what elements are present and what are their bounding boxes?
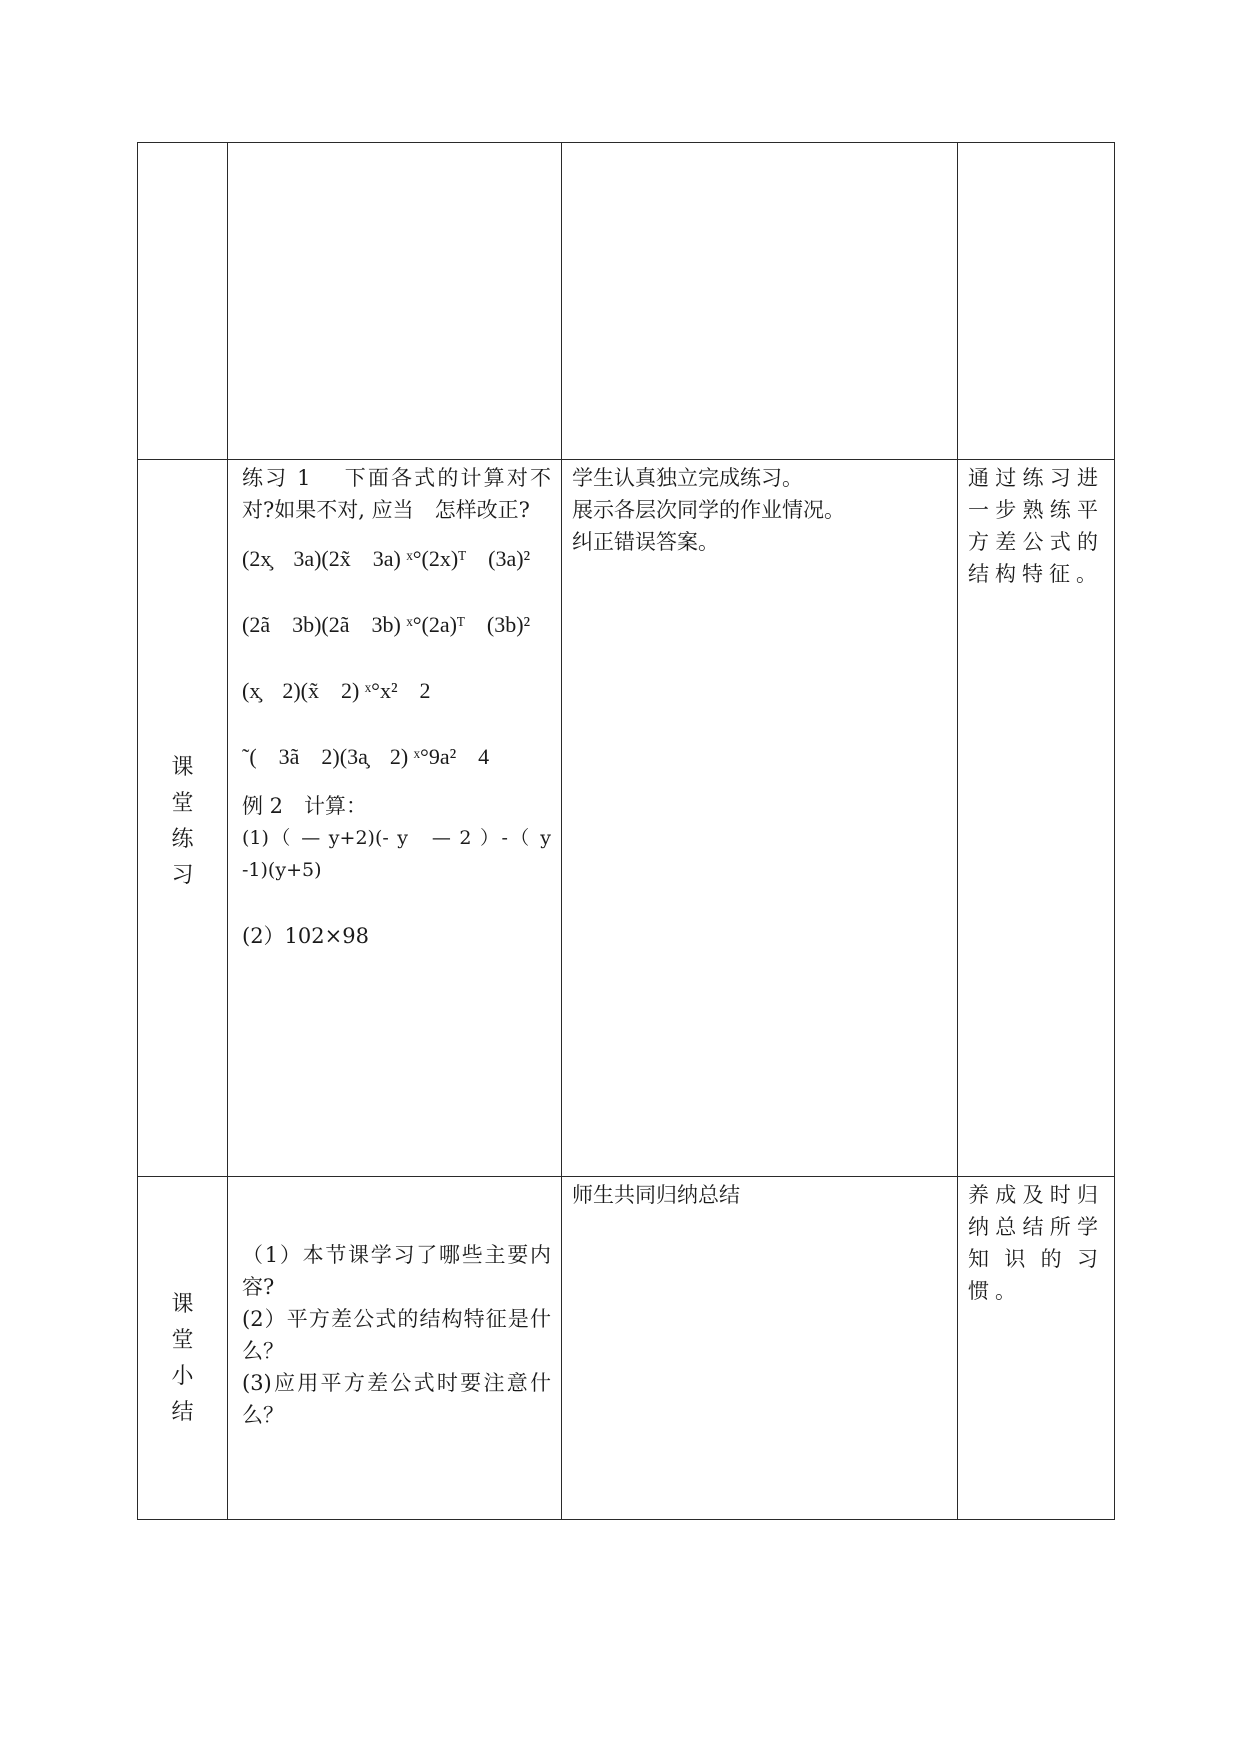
cell-summary-intent	[958, 1177, 1115, 1520]
summary-question-1: （1）本节课学习了哪些主要内容?	[242, 1243, 551, 1299]
exercise-1-title: 练习 1 下面各式的计算对不对?如果不对, 应当 怎样改正?	[242, 466, 551, 522]
example-2-item-1: (1)（ — y+2)(- y — 2 ）-（ y -1)(y+5)	[242, 827, 551, 881]
intent-practice: 通过练习进一步熟练平方差公式的结构特征。	[968, 466, 1104, 586]
activity-line-2: 展示各层次同学的作业情况。	[572, 498, 845, 522]
summary-question-2: (2）平方差公式的结构特征是什么？	[242, 1307, 551, 1363]
section-label-practice: 课 堂 练 习	[171, 755, 194, 888]
formula-2: (2ã 3b)(2ã 3b) ˣ°(2a)ᵀ (3b)²	[242, 612, 531, 637]
example-2-item-2: (2）102×98	[242, 924, 369, 948]
summary-question-3: (3)应用平方差公式时要注意什么？	[242, 1371, 551, 1427]
cell-empty-content	[228, 143, 562, 460]
cell-practice-activity	[562, 460, 958, 1177]
section-label-summary: 课 堂 小 结	[171, 1292, 194, 1425]
lesson-plan-table	[137, 142, 1115, 1520]
cell-summary-questions	[228, 1177, 562, 1520]
cell-empty-label	[138, 143, 228, 460]
cell-empty-activity	[562, 143, 958, 460]
table-row-summary	[138, 1177, 1115, 1520]
example-2-title: 例 2 计算：	[242, 794, 368, 818]
summary-activity: 师生共同归纳总结	[572, 1183, 740, 1207]
cell-practice-intent	[958, 460, 1115, 1177]
cell-practice-label	[138, 460, 228, 1177]
formula-3: (x̧ 2)(x̃ 2) ˣ°x² 2	[242, 678, 431, 703]
activity-line-3: 纠正错误答案。	[572, 530, 719, 554]
table-row-continuation	[138, 143, 1115, 460]
formula-4: ˜( 3ã 2)(3a̧ 2) ˣ°9a² 4	[242, 744, 490, 769]
cell-summary-label	[138, 1177, 228, 1520]
cell-summary-activity	[562, 1177, 958, 1520]
cell-empty-intent	[958, 143, 1115, 460]
table-row-practice	[138, 460, 1115, 1177]
intent-summary: 养成及时归纳总结所学知识的习惯。	[968, 1183, 1104, 1303]
activity-line-1: 学生认真独立完成练习。	[572, 466, 803, 490]
cell-practice-content	[228, 460, 562, 1177]
formula-1: (2x̧ 3a)(2x̃ 3a) ˣ°(2x)ᵀ (3a)²	[242, 546, 531, 571]
